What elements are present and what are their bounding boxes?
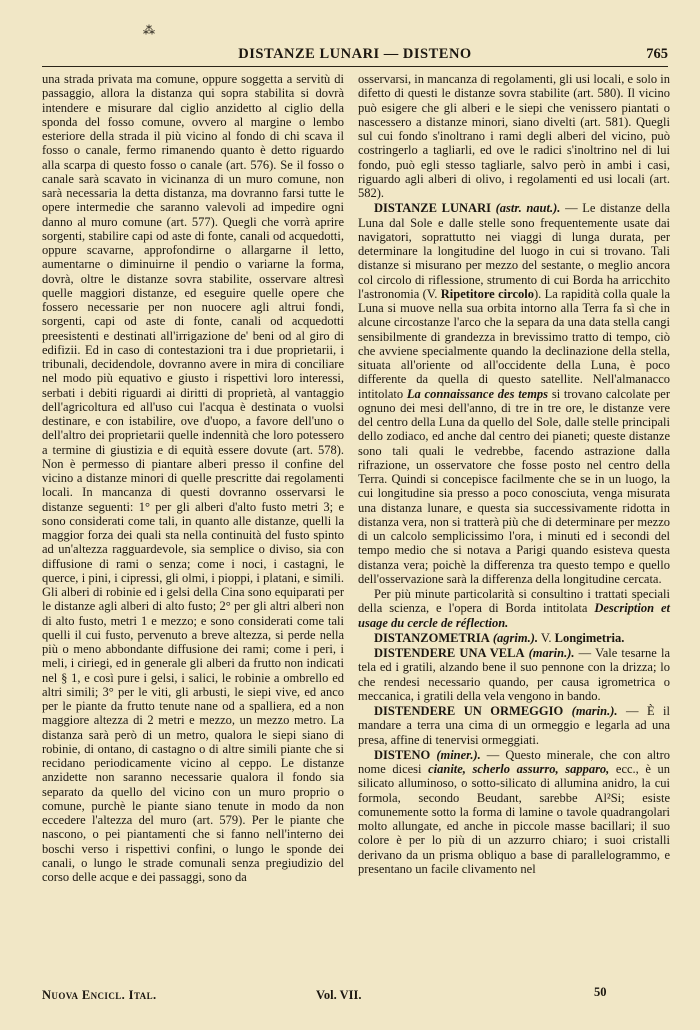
printer-mark: ⁂ bbox=[143, 23, 155, 37]
entry-text: — Vale tesarne la tela ed i gratili, alzando bene il suo pennone con la drizza; lo che rendesi necessario quando, per causa igrometrica o meccanica, i gratili della vela vengono in bando. bbox=[358, 646, 671, 703]
entry-text: si trovano calcolate per ognuno dei mesi dell'anno, di tre in tre ore, le distanze vere del centro della Luna da quello del Sole, dalle stelle principali dello zodiaco, ed anche dal centro dei pianeti; queste distanze sono tali quali le vedrebbe, facendo astrazione dalla rifrazione, un osservatore che fosse posto nel centro della Terra. Quindi si concepisce facilmente che se in un luogo, la cui longitudine sia presso a poco conosciuta, venga misurata una distanza lunare, e questa sia successivamente ridotta in distanza vera, non si tratterà più che di determinare per mezzo di un calcolo semplicissimo l'ora, i minuti ed i secondi del tempo medio che si notava a Parigi quando esisteva questa distanza vera; poichè la differenza tra questo tempo e quello dell'osservazione sarà la differenza della longitudine cercata. bbox=[358, 386, 671, 586]
entry-term: DISTENDERE UNA VELA bbox=[374, 646, 525, 660]
publication-name: Nuova Encicl. Ital. bbox=[42, 988, 157, 1002]
entry-abbreviation: (agrim.). bbox=[492, 630, 539, 645]
left-paragraph: una strada privata ma comune, oppure soggetta a servitù di passaggio, allora la distanza qui sopra stabilita si dovrà intendere e misurare dal ciglio anzidetto al ciglio della sponda del fosso comune, ovvero al margine o lembo esteriore della strada il più vicino al fondo di chi scava il fosso o canale, fermo rimanendo quanto è detto riguardo alla scarpa di questo fosso o canale (art. 576). Se il fosso o canale sarà scavato in vicinanza di un muro comune, non sarà necessaria la detta distanza, ma dovranno farsi tutte le opere intermedie che saranno valevoli ad impedire ogni danno al muro comune (art. 577). Quegli che vorrà aprire sorgenti, stabilire capi od aste di fonte, canali od acquedotti, oppure scavarne, approfondirne o allargarne il letto, aumentarne o diminuirne il pendio o variarne la forma, dovrà, oltre le distanze sovra stabilite, osservare altresì quelle maggiori distanze, ed eseguire quelle opere che fossero necessarie per non nuocere agli altrui fondi, sorgenti, capi od aste di fonte, canali od acquedotti preesistenti e destinati all'irrigazione de' beni od al giro di edifizii. Ed in caso di contestazioni tra i due proprietarii, i tribunali, decidendole, dovranno avere in mira di conciliare nel modo più equativo e giusto i rispettivi loro interessi, serbati i debiti riguardi ai diritti di proprietà, al vantaggio dell'agricoltura ed all'uso cui l'acqua è destinata o vuolsi destinare, e con istabilire, ove d'uopo, a favore dell'uno o dell'altro dei proprietarii quelle indennità che loro potessero a termine di giustizia e di equità essere dovute (art. 578). Non è permesso di piantare alberi presso il confine del vicino a distanze minori di quelle prescritte dai regolamenti locali. In mancanza di questi dovranno osservarsi le distanze seguenti: 1° per gli alberi d'alto fusto metri 3; e sono considerati come tali, in quanto alle distanze, quelli la maggior forza dei quali sta nella continuità del fusto spinto ad un'altezza ragguardevole, sia semplice o diviso, sia con diffusione di rami o senza; come i noci, i castagni, le querce, i pini, i cipressi, gli olmi, i pioppi, i platani, e simili. Gli alberi di robinie ed i gelsi della Cina sono equiparati per le distanze agli alberi di alto fusto; 2° per gli altri alberi non di alto fusto, metri 1 e mezzo; e sono considerati come tali quelli il cui fusto, pervenuto a breve altezza, si perde nella più o meno abbondante diffusione dei rami; come i peri, i meli, i ciriegi, ed in generale gli alberi da frutto non indicati nel § 1, e così pure i gelsi, i salici, le robinie a ombrello ed altri simili; 3° per le viti, gli arbusti, le siepi vive, ed anco per le piante da frutto tenute nane od a spalliera, ed a non maggiore altezza di 2 metri e mezzo, un mezzo metro. La distanza sarà però di un metro, qualora le siepi siano di robinie, di ontano, di castagno o di altre simili piante che si recidano periodicamente vicino al ceppo. Le distanze anzidette non saranno necessarie qualora il fondo sia separato da quello del vicino con un muro proprio o comune, purchè le piante siano tenute in modo da non eccedere l'altezza del muro (art. 579). Per le piante che nascono, o pei piantamenti che si fanno nell'interno dei boschi verso i rispettivi confini, o lungo le sponde dei canali, o lungo le strade comunali senza pregiudizio del corso delle acque e dei passaggi, sono da bbox=[42, 72, 344, 884]
entry-distanze-lunari bbox=[358, 201, 670, 586]
alternate-names: cianite, scherlo assurro, sapparo, bbox=[428, 762, 610, 776]
entry-text: — È il mandare a terra una cima di un ormeggio e legarla ad una presa, affine di tenervisi ormeggiati. bbox=[358, 704, 670, 747]
entry-term: DISTANZE LUNARI bbox=[374, 201, 491, 216]
entry-abbreviation: (marin.). bbox=[571, 704, 618, 718]
page-number: 765 bbox=[646, 46, 668, 62]
book-title: La connaissance des temps bbox=[406, 386, 549, 401]
page-footer bbox=[42, 985, 668, 1006]
entry-term: DISTENO bbox=[374, 747, 431, 762]
entry-abbreviation: (miner.). bbox=[436, 747, 481, 762]
left-column bbox=[42, 72, 344, 884]
entry-text: — Le distanze della Luna dal Sole e dalle stelle sono frequentemente usate dai navigatori, soprattutto nei viaggi di lunga durata, per determinare la longitudine del luogo in cui si trovano. Tali distanze si misurano per mezzo del sestante, o meglio ancora col circolo di riflessione, strumento di cui Borda ha arricchito l'astronomia (V. bbox=[358, 201, 671, 301]
entry-disteno bbox=[358, 748, 670, 876]
entry-text: ecc., è un silicato alluminoso, o sotto-silicato di allumina anidro, la cui formola, secondo Beudant, sarebbe Al²Si; esiste comunemente sotto la forma di lamine o tavole quadrangolari molto allungate, ed anche in piccole masse bacillari; il suo colore è per lo più di un azzurro chiaro; i suoi cristalli derivano da un prisma obliquo a base di parallelogrammo, e presentano un facile clivamento nel bbox=[358, 762, 670, 876]
entry-text: — Questo minerale, che con altro nome dicesi bbox=[358, 747, 670, 776]
entry-term: DISTANZOMETRIA bbox=[374, 630, 490, 645]
signature-number: 50 bbox=[594, 985, 607, 999]
running-title: DISTANZE LUNARI — DISTENO bbox=[238, 46, 472, 62]
entry-term: DISTENDERE UN ORMEGGIO bbox=[374, 704, 564, 718]
entry-abbreviation: (astr. naut.). bbox=[495, 201, 561, 216]
entry-distendere-un-ormeggio bbox=[358, 704, 670, 747]
entry-distendere-una-vela bbox=[358, 646, 670, 703]
entry-text: V. bbox=[538, 630, 555, 645]
running-header bbox=[42, 44, 668, 66]
cross-reference: Longimetria. bbox=[554, 630, 625, 645]
entry-distanzometria bbox=[358, 631, 670, 645]
book-title: Description et usage du cercle de réflection. bbox=[358, 601, 671, 630]
entry-text: Per più minute particolarità si consultino i trattati speciali della scienza, e l'opera di Borda intitolata bbox=[358, 587, 670, 616]
entry-text: ). La rapidità colla quale la Luna si muove nella sua orbita intorno alla Terra fa sì che in alcune circostanze l'arco che la separa da una data stella cangi sensibilmente di grandezza in brevissimo tratto di tempo, ciò che avviene specialmente quando la declinazione della stella, situata all'oriente od all'occidente della Luna, è poco differente da quella di questo satellite. Nell'almanacco intitolato bbox=[358, 286, 670, 401]
right-column bbox=[358, 72, 670, 876]
further-reading-paragraph bbox=[358, 587, 670, 630]
volume-label: Vol. VII. bbox=[316, 988, 362, 1002]
continuation-paragraph: osservarsi, in mancanza di regolamenti, gli usi locali, e solo in difetto di questi le distanze sovra stabilite (art. 580). Il vicino può esigere che gli alberi e le siepi che venissero piantati o nascessero a distanze minori, siano divelti (art. 581). Quegli sul cui fondo s'inoltrano i rami degli alberi del vicino, può costringerlo a tagliarli, ed ove le radici s'inoltrino nel di lui fondo, può egli stesso tagliarle, salvo però in ambi i casi, riguardo agli alberi di olivo, i regolamenti ed usi locali (art. 582). bbox=[358, 72, 670, 200]
cross-reference: Ripetitore circolo bbox=[440, 286, 534, 301]
entry-abbreviation: (marin.). bbox=[528, 646, 575, 660]
header-rule bbox=[42, 66, 668, 67]
